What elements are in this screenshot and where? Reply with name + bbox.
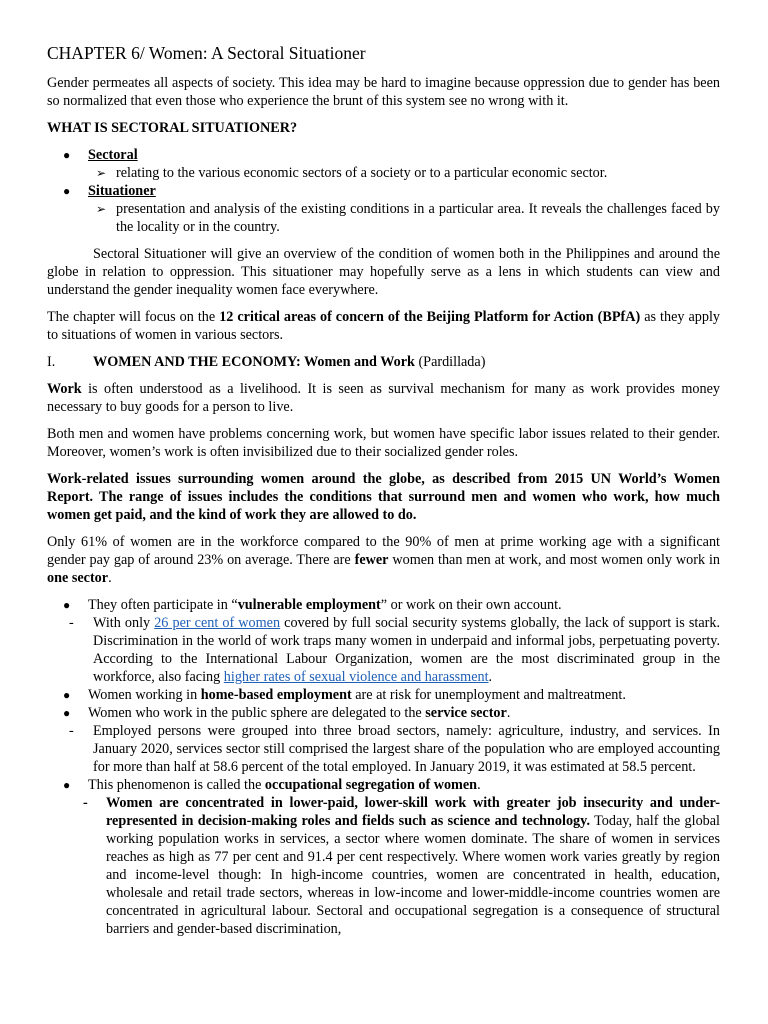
dash-bullet: -	[69, 723, 74, 739]
un-report-paragraph: Work-related issues surrounding women around the globe, as described from 2015 UN World’s Women Report. The range of issues includes the conditions that surround men and women who work, how much women get paid, and the kind of work they are allowed to do.	[47, 471, 720, 523]
chapter-title: CHAPTER 6/ Women: A Sectoral Situationer	[47, 43, 366, 63]
sub-list-item: - Employed persons were grouped into three broad sectors, namely: agriculture, industry, and services. In January 2020, services sector still comprised the largest share of the population who are employed accounting for more than half at 58.6 percent of the total employed. In January 2019, it was estimated at 58.5 percent.	[47, 722, 720, 776]
definition-desc-row	[47, 164, 720, 182]
definition-list	[47, 146, 720, 236]
sub-list-item: - With only 26 per cent of women covered by full social security systems globally, the lack of support is stark. Discrimination in the world of work traps many women in underpaid and informal jobs, perpetuating poverty. According to the International Labour Organization, women are the most discriminated group in the workforce, also facing higher rates of sexual violence and harassment.	[47, 614, 720, 686]
work-definition: Work is often understood as a livelihood. It is seen as survival mechanism for many as work provides money necessary to buy goods for a person to live.	[47, 381, 720, 415]
section-title: WOMEN AND THE ECONOMY: Women and Work	[93, 354, 415, 370]
bullet-icon: ●	[63, 148, 71, 162]
intro-paragraph: Gender permeates all aspects of society. This idea may be hard to imagine because oppression due to gender has been so normalized that even those who experience the brunt of this system see no wrong with it.	[47, 75, 720, 109]
bullet-icon: ●	[63, 778, 71, 792]
definition-item	[47, 182, 720, 200]
document-body	[47, 42, 720, 938]
section-number: I.	[47, 354, 56, 370]
section-heading	[47, 353, 720, 371]
arrow-bullet-icon: ➢	[96, 202, 107, 216]
stats-paragraph: Only 61% of women are in the workforce compared to the 90% of men at prime working age with a significant gender pay gap of around 23% on average. There are fewer women than men at work, and most women only work in one sector.	[47, 534, 720, 586]
list-item: ● They often participate in “vulnerable employment” or work on their own account.	[47, 596, 720, 614]
sub-list-item: - Women are concentrated in lower-paid, lower-skill work with greater job insecurity and under-represented in decision-making roles and fields such as science and technology. Today, half the global working population works in services, a sector where women dominate. The share of women in services reaches as high as 77 per cent and 91.4 per cent respectively. Where women work varies greatly by region and income-level though: In high-income countries, women are concentrated in health, education, wholesale and retail trade sectors, whereas in low-income and lower-middle-income countries women are concentrated in agricultural labour. Sectoral and occupational segregation is a consequence of structural barriers and gender-based discrimination,	[47, 794, 720, 938]
list-item: ● Women working in home-based employment are at risk for unemployment and maltreatment.	[47, 686, 720, 704]
definition-desc: presentation and analysis of the existing conditions in a particular area. It reveals the challenges faced by the locality or in the country.	[116, 201, 720, 235]
definition-item	[47, 146, 720, 164]
section-author: (Pardillada)	[414, 354, 486, 370]
link-26-percent[interactable]: 26 per cent of women	[154, 615, 281, 631]
link-sexual-violence[interactable]: higher rates of sexual violence and harassment	[223, 669, 489, 685]
definition-term: Situationer	[88, 183, 156, 199]
focus-paragraph: The chapter will focus on the 12 critical areas of concern of the Beijing Platform for Action (BPfA) as they apply to situations of women in various sectors.	[47, 309, 720, 343]
dash-bullet: -	[83, 795, 88, 811]
arrow-bullet-icon: ➢	[96, 166, 107, 180]
list-item: ● This phenomenon is called the occupational segregation of women.	[47, 776, 720, 794]
bullet-icon: ●	[63, 598, 71, 612]
overview-paragraph: Sectoral Situationer will give an overview of the condition of women both in the Philippines and around the globe in relation to oppression. This situationer may hopefully serve as a lens in which students can view and understand the gender inequality women face everywhere.	[47, 246, 720, 298]
dash-bullet: -	[69, 615, 74, 631]
bullet-icon: ●	[63, 688, 71, 702]
definition-desc: relating to the various economic sectors of a society or to a particular economic sector.	[116, 165, 608, 181]
definition-term: Sectoral	[88, 147, 138, 163]
heading-what-is: WHAT IS SECTORAL SITUATIONER?	[47, 120, 298, 136]
issues-list	[47, 596, 720, 938]
list-item: ● Women who work in the public sphere are delegated to the service sector.	[47, 704, 720, 722]
bullet-icon: ●	[63, 706, 71, 720]
both-men-paragraph: Both men and women have problems concerning work, but women have specific labor issues related to their gender. Moreover, women’s work is often invisibilized due to their socialized gender roles.	[47, 426, 720, 460]
bullet-icon: ●	[63, 184, 71, 198]
definition-desc-row	[47, 200, 720, 236]
